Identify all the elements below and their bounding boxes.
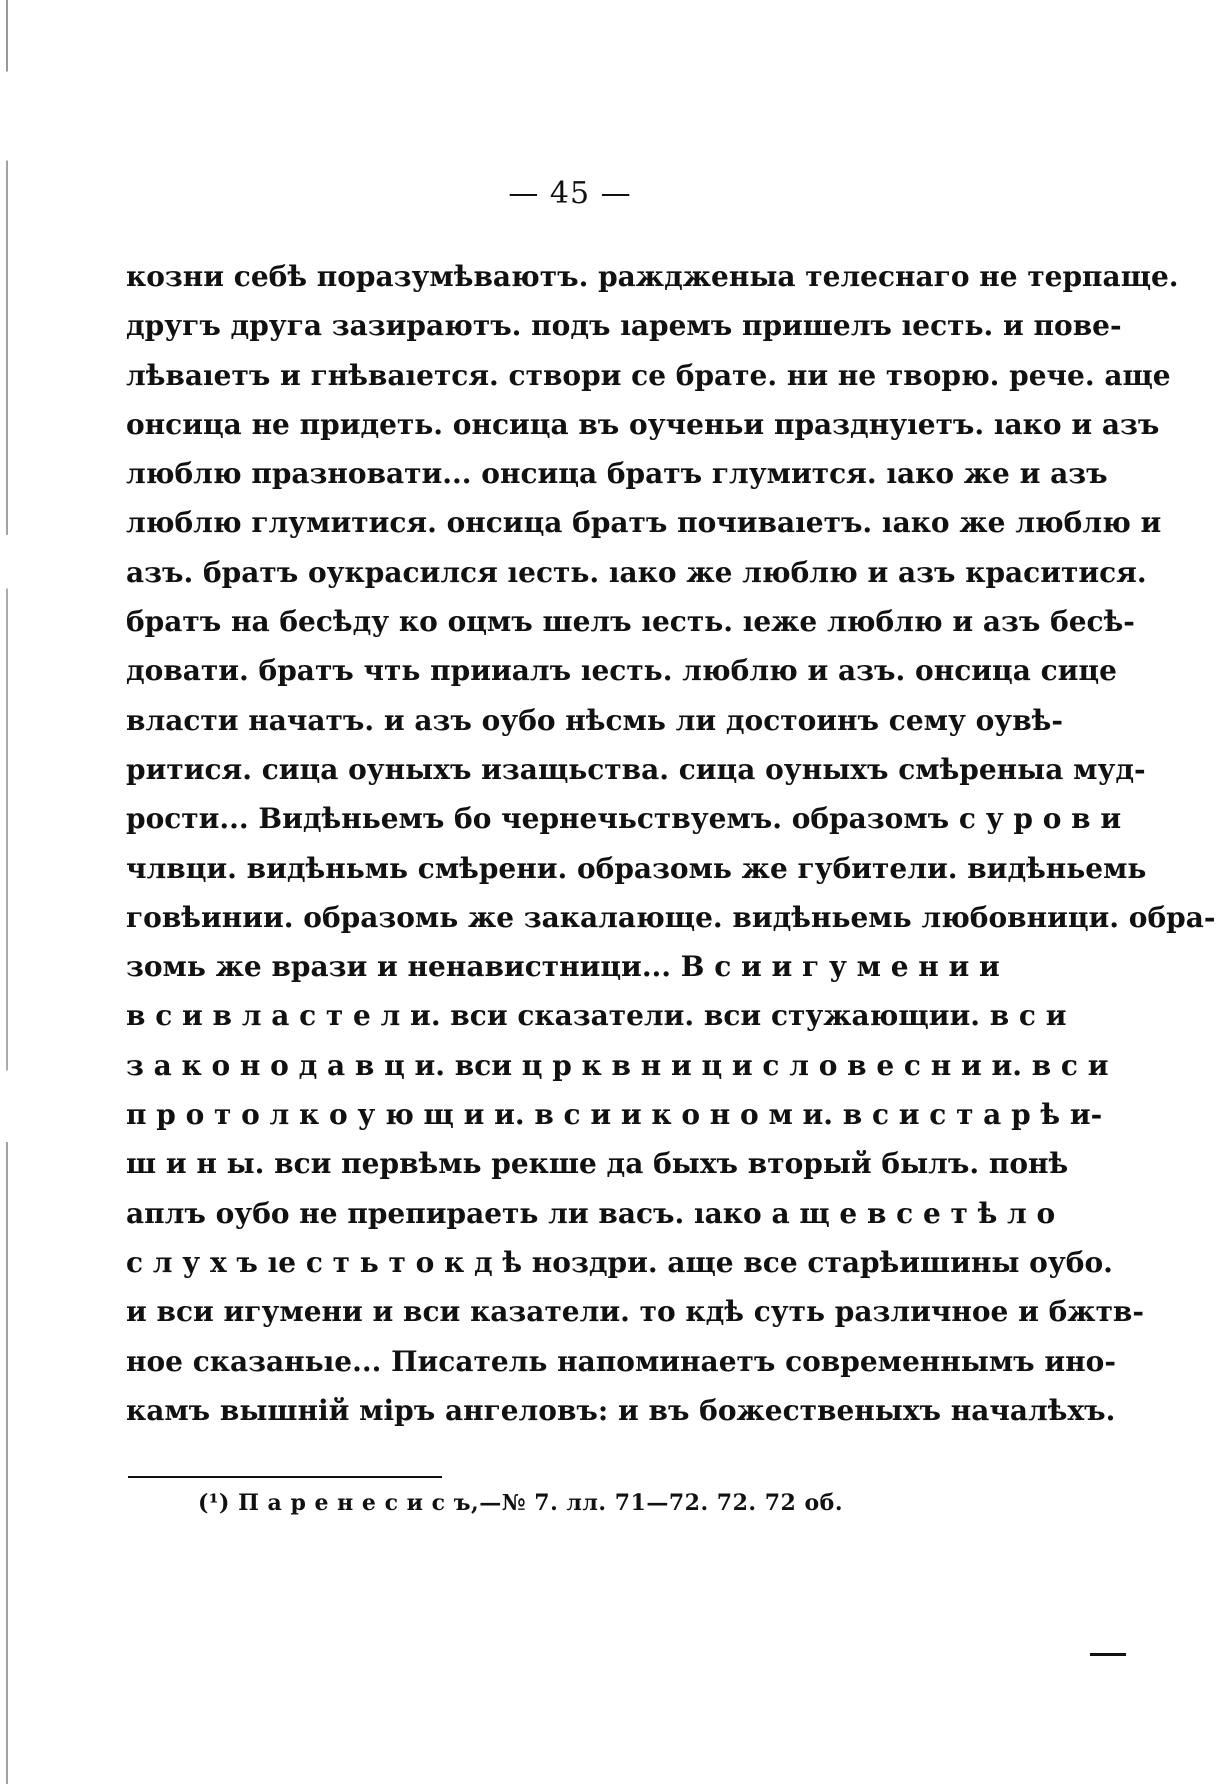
margin-mark bbox=[1090, 1653, 1126, 1656]
text-line: другъ друга зазираютъ. подъ ıаремъ пришелъ ıесть. и пове- bbox=[126, 309, 1122, 343]
text-line: власти начатъ. и азъ оубо нѣсмь ли достоинъ сему оувѣ- bbox=[126, 703, 1063, 737]
text-line: ритися. сица оуныхъ изащьства. сица оуныхъ смѣреныа муд- bbox=[126, 752, 1146, 786]
text-line: с л у х ъ ıе с т ь т о к д ѣ ноздри. аще все старѣишины оубо. bbox=[126, 1245, 1113, 1279]
text-line: з а к о н о д а в ц и. вси ц р к в н и ц и с л о в е с н и и. в с и bbox=[126, 1048, 1109, 1082]
text-line: в с и в л а с т е л и. вси сказатели. вси стужающии. в с и bbox=[126, 999, 1067, 1033]
text-line: зомь же врази и ненавистници... В с и и г у м е н и и bbox=[126, 950, 1000, 984]
scan-edge bbox=[6, 0, 8, 1784]
text-line: ш и н ы. вси первѣмь рекше да быхъ вторый былъ. понѣ bbox=[126, 1147, 1069, 1181]
text-line: люблю празновати... онсица братъ глумится. ıако же и азъ bbox=[126, 457, 1108, 491]
text-line: азъ. братъ оукрасился ıесть. ıако же люблю и азъ краситися. bbox=[126, 555, 1147, 589]
text-line: онсица не придеть. онсица въ оученьи празднуıетъ. ıако и азъ bbox=[126, 407, 1160, 441]
text-line: козни себѣ поразумѣваютъ. раждженыа телеснаго не терпаще. bbox=[126, 260, 1179, 293]
text-line: братъ на бесѣду ко оцмъ шелъ ıесть. ıеже люблю и азъ бесѣ- bbox=[126, 605, 1135, 639]
text-line: аплъ оубо не препираеть ли васъ. ıако а щ е в с е т ѣ л о bbox=[126, 1196, 1056, 1230]
page-number: — 45 — bbox=[508, 176, 632, 211]
text-line: говѣинии. образомь же закалающе. видѣньемь любовници. обра- bbox=[126, 900, 1216, 934]
text-line: люблю глумитися. онсица братъ почиваıетъ. ıако же люблю и bbox=[126, 506, 1162, 540]
text-line: довати. братъ чть прииалъ ıесть. люблю и азъ. онсица сице bbox=[126, 654, 1117, 688]
footnote-rule bbox=[128, 1476, 442, 1478]
body-text bbox=[126, 252, 1216, 1435]
text-line: члвци. видѣньмь смѣрени. образомь же губители. видѣньемь bbox=[126, 851, 1147, 885]
text-line: ное сказаньıе... Писатель напоминаетъ современнымъ ино- bbox=[126, 1344, 1116, 1378]
text-line: п р о т о л к о у ю щ и и. в с и и к о н о м и. в с и с т а р ѣ и- bbox=[126, 1098, 1103, 1132]
text-line: рости... Видѣньемъ бо чернечьствуемъ. образомъ с у р о в и bbox=[126, 802, 1122, 836]
footnote: (¹) П а р е н е с и с ъ,—№ 7. лл. 71—72. 72. 72 об. bbox=[198, 1490, 844, 1516]
text-line: лѣваıетъ и гнѣваıется. створи се брате. ни не творю. рече. аще bbox=[126, 358, 1171, 392]
text-line: камъ вышнiй мiръ ангеловъ: и въ божественыхъ началѣхъ. bbox=[126, 1393, 1116, 1427]
text-line: и вси игумени и вси казатели. то кдѣ суть различное и бжтв- bbox=[126, 1295, 1144, 1329]
